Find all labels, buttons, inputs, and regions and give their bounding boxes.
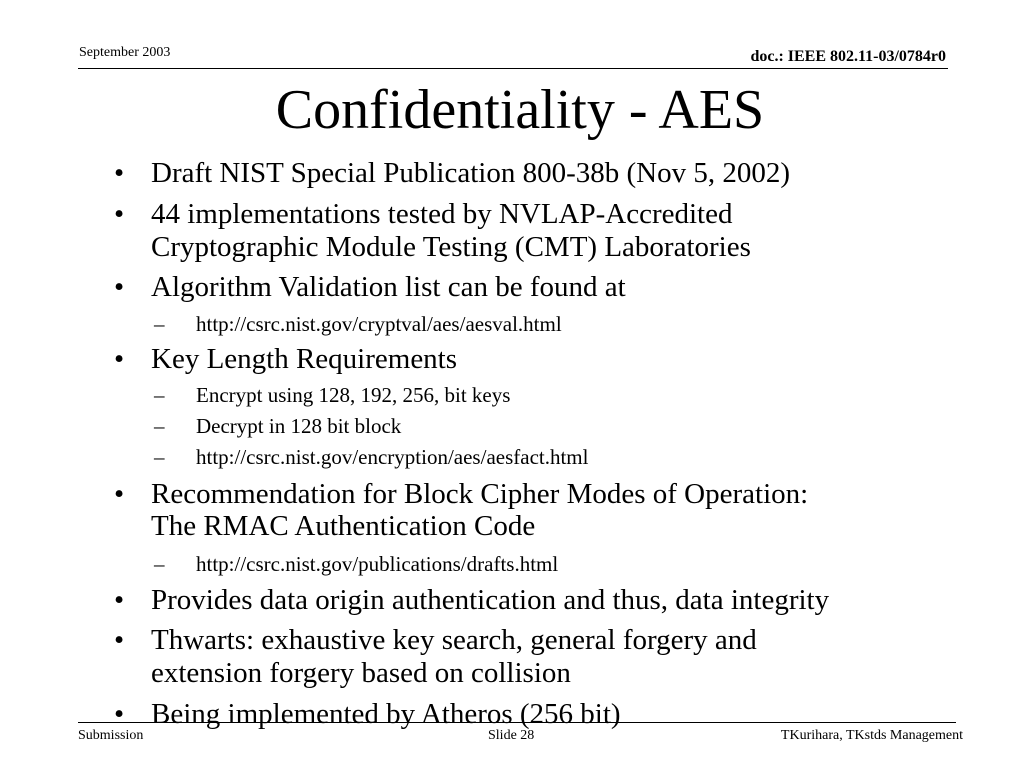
bullet-marker: •	[114, 698, 125, 730]
footer-author: TKurihara, TKstds Management	[780, 728, 963, 743]
bullet-marker: •	[114, 624, 125, 656]
bullet-text: Algorithm Validation list can be found at	[151, 271, 626, 303]
bullet-marker: •	[114, 271, 125, 303]
bullet-marker: •	[114, 157, 125, 189]
bullet-text: Draft NIST Special Publication 800-38b (Nov 5, 2002)	[151, 157, 790, 189]
header-rule	[78, 68, 948, 69]
dash-marker: –	[154, 312, 165, 336]
footer-rule	[78, 722, 956, 723]
dash-marker: –	[154, 445, 165, 469]
slide-header-doc-ref: doc.: IEEE 802.11-03/0784r0	[750, 48, 946, 65]
bullet-text: Thwarts: exhaustive key search, general forgery and	[151, 624, 757, 656]
sub-bullet-text: http://csrc.nist.gov/cryptval/aes/aesval.html	[196, 312, 562, 336]
bullet-text: 44 implementations tested by NVLAP-Accredited	[151, 198, 733, 230]
footer-submission: Submission	[78, 728, 144, 743]
bullet-text: Cryptographic Module Testing (CMT) Laboratories	[151, 231, 751, 263]
slide-title: Confidentiality - AES	[275, 79, 765, 141]
dash-marker: –	[154, 552, 165, 576]
bullet-text: Key Length Requirements	[151, 343, 458, 375]
bullet-text: Provides data origin authentication and thus, data integrity	[151, 584, 830, 616]
footer-slide-number: Slide 28	[488, 728, 535, 743]
slide-header-date: September 2003	[79, 45, 171, 60]
bullet-marker: •	[114, 198, 125, 230]
bullet-marker: •	[114, 478, 125, 510]
bullet-marker: •	[114, 343, 125, 375]
bullet-text: The RMAC Authentication Code	[151, 510, 536, 542]
bullet-marker: •	[114, 584, 125, 616]
sub-bullet-text: Decrypt in 128 bit block	[196, 414, 402, 438]
dash-marker: –	[154, 414, 165, 438]
sub-bullet-text: http://csrc.nist.gov/encryption/aes/aesfact.html	[196, 445, 589, 469]
bullet-text: Recommendation for Block Cipher Modes of Operation:	[151, 478, 809, 510]
sub-bullet-text: Encrypt using 128, 192, 256, bit keys	[196, 383, 511, 407]
bullet-text: extension forgery based on collision	[151, 657, 571, 689]
sub-bullet-text: http://csrc.nist.gov/publications/drafts.html	[196, 552, 559, 576]
bullet-text: Being implemented by Atheros (256 bit)	[151, 698, 621, 730]
dash-marker: –	[154, 383, 165, 407]
